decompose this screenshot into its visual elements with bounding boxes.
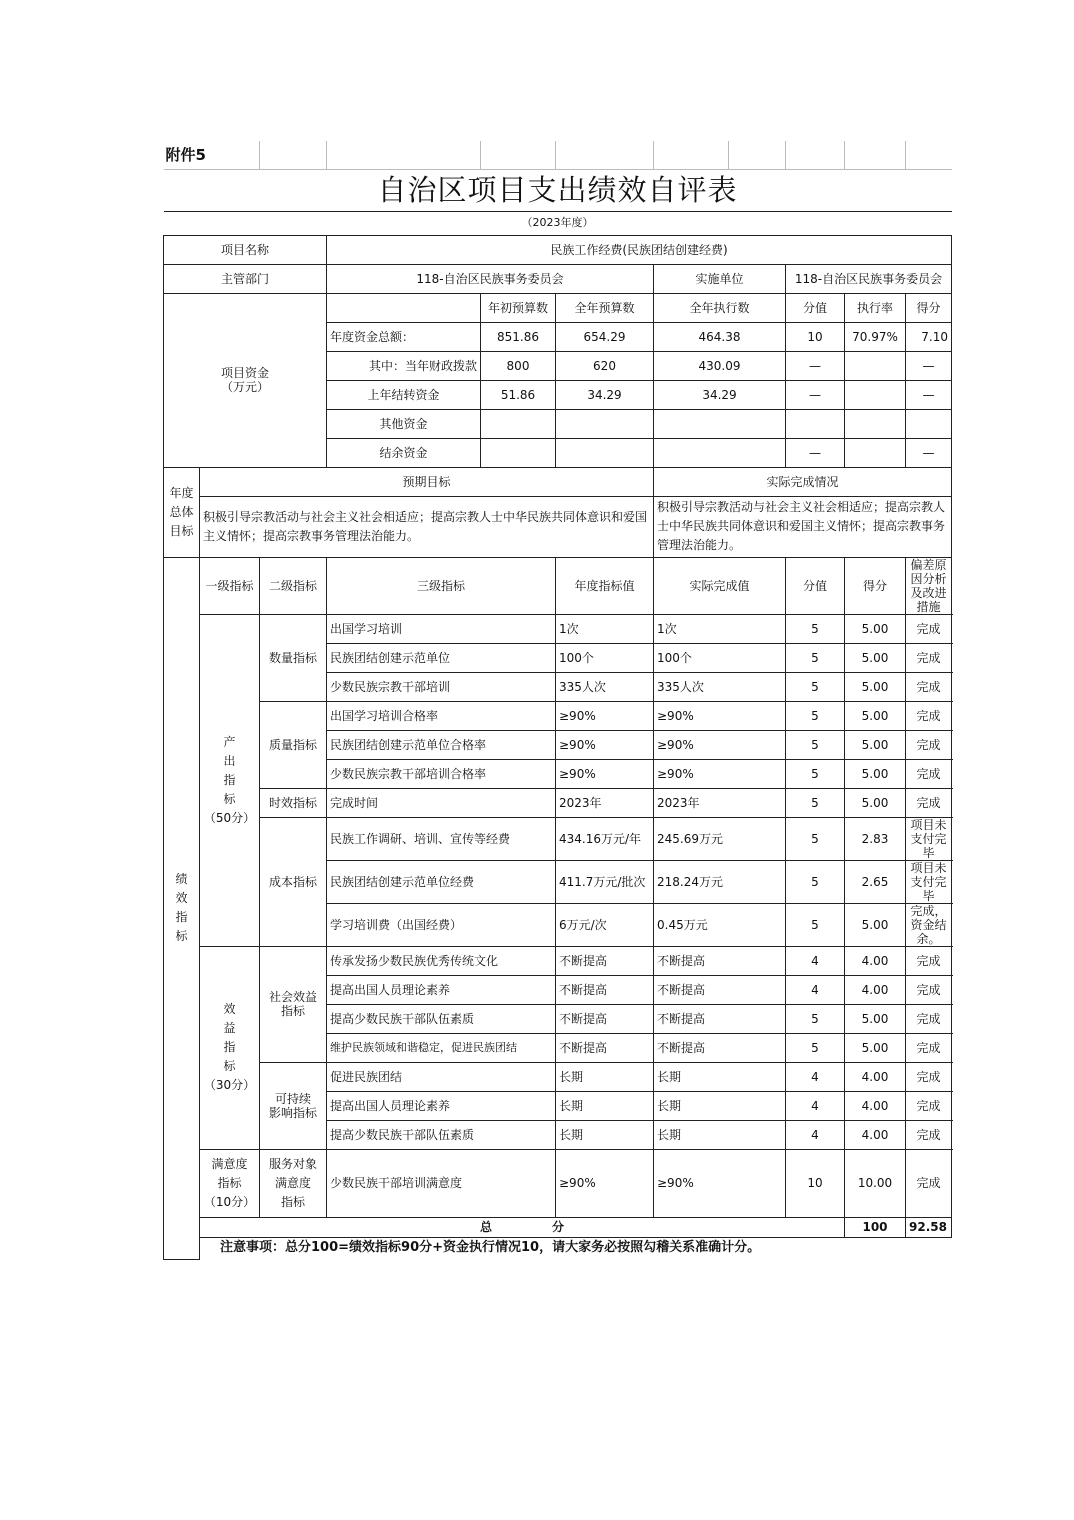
evaluation-table [163, 141, 952, 1260]
total-row [164, 1217, 952, 1237]
level2-timeliness: 时效指标 [260, 788, 327, 817]
ind-header-level1: 一级指标 [200, 557, 260, 614]
level2-social: 社会效益 指标 [260, 946, 327, 1062]
level2-service: 服务对象 满意度 指标 [260, 1149, 327, 1217]
funds-row: 其中：当年财政拨款 800 620 430.09 — — [164, 351, 952, 380]
funds-header-initial: 年初预算数 [481, 293, 556, 322]
total-value: 100 [845, 1217, 906, 1237]
impl-label: 实施单位 [654, 264, 786, 293]
ind-header-target: 年度指标值 [556, 557, 654, 614]
dept-value: 118-自治区民族事务委员会 [327, 264, 654, 293]
indicator-row: 提高出国人员理论素养 长期 长期 4 4.00 完成 [164, 1091, 952, 1120]
goals-expected-text: 积极引导宗教活动与社会主义社会相适应；提高宗教人士中华民族共同体意识和爱国主义情怀；提高宗教事务管理法治能力。 [200, 496, 654, 557]
level2-quantity: 数量指标 [260, 614, 327, 701]
indicator-row: 民族团结创建示范单位合格率 ≥90% ≥90% 5 5.00 完成 [164, 730, 952, 759]
level1-output: 产 出 指 标 （50分） [200, 614, 260, 946]
funds-header-score-value: 分值 [786, 293, 845, 322]
indicator-row: 民族团结创建示范单位经费 411.7万元/批次 218.24万元 5 2.65 项目未支付完毕 [164, 860, 952, 903]
project-name-value: 民族工作经费(民族团结创建经费) [327, 235, 952, 264]
indicator-row: 产 出 指 标 （50分） 数量指标 出国学习培训 1次 1次 5 5.00 完成 [164, 614, 952, 643]
impl-value: 118-自治区民族事务委员会 [786, 264, 952, 293]
ind-header-deviation: 偏差原因分析 及改进措施 [906, 557, 952, 614]
form-title: 自治区项目支出绩效自评表 [377, 173, 738, 207]
total-score: 92.58 [906, 1217, 952, 1237]
indicator-row: 满意度 指标 （10分） 服务对象 满意度 指标 少数民族干部培训满意度 ≥90% ≥90% 10 10.00 完成 [164, 1149, 952, 1217]
funds-row: 上年结转资金 51.86 34.29 34.29 — — [164, 380, 952, 409]
attachment-label: 附件5 [164, 141, 260, 169]
funds-row: 年度资金总额： 851.86 654.29 464.38 10 70.97% 7.10 [164, 322, 952, 351]
indicator-row: 效 益 指 标 （30分） 社会效益 指标 传承发扬少数民族优秀传统文化 不断提高 不断提高 4 4.00 完成 [164, 946, 952, 975]
indicator-row: 维护民族领域和谐稳定，促进民族团结 不断提高 不断提高 5 5.00 完成 [164, 1033, 952, 1062]
goals-label: 年度 总体 目标 [164, 467, 200, 557]
indicator-row: 提高少数民族干部队伍素质 长期 长期 4 4.00 完成 [164, 1120, 952, 1149]
indicator-row: 学习培训费（出国经费） 6万元/次 0.45万元 5 5.00 完成，资金结余。 [164, 903, 952, 946]
indicator-row: 少数民族宗教干部培训 335人次 335人次 5 5.00 完成 [164, 672, 952, 701]
funds-label: 项目资金 （万元） [164, 293, 327, 467]
funds-row: 结余资金 — — [164, 438, 952, 467]
indicator-row: 可持续 影响指标 促进民族团结 长期 长期 4 4.00 完成 [164, 1062, 952, 1091]
level2-quality: 质量指标 [260, 701, 327, 788]
indicator-row: 时效指标 完成时间 2023年 2023年 5 5.00 完成 [164, 788, 952, 817]
funds-row: 其他资金 [164, 409, 952, 438]
goals-actual-header: 实际完成情况 [654, 467, 952, 496]
footnote: 注意事项：总分100=绩效指标90分+资金执行情况10，请大家务必按照勾稽关系准确计分。 [220, 1240, 761, 1256]
indicator-row: 质量指标 出国学习培训合格率 ≥90% ≥90% 5 5.00 完成 [164, 701, 952, 730]
ind-header-score: 得分 [845, 557, 906, 614]
dept-label: 主管部门 [164, 264, 327, 293]
funds-header-executed: 全年执行数 [654, 293, 786, 322]
ind-header-level3: 三级指标 [327, 557, 556, 614]
ind-header-value: 分值 [786, 557, 845, 614]
goals-actual-text: 积极引导宗教活动与社会主义社会相适应；提高宗教人士中华民族共同体意识和爱国主义情怀；提高宗教事务管理法治能力。 [654, 496, 952, 557]
funds-header-rate: 执行率 [845, 293, 906, 322]
level1-satisfaction: 满意度 指标 （10分） [200, 1149, 260, 1217]
ind-header-level2: 二级指标 [260, 557, 327, 614]
form-year: （2023年度） [164, 211, 952, 235]
total-label: 总 分 [200, 1217, 845, 1237]
level2-cost: 成本指标 [260, 817, 327, 946]
goals-expected-header: 预期目标 [200, 467, 654, 496]
level2-sustainable: 可持续 影响指标 [260, 1062, 327, 1149]
indicator-row: 成本指标 民族工作调研、培训、宣传等经费 434.16万元/年 245.69万元 5 2.83 项目未支付完毕 [164, 817, 952, 860]
indicators-label: 绩 效 指 标 [164, 557, 200, 1259]
evaluation-form [163, 141, 951, 1260]
funds-header-annual: 全年预算数 [556, 293, 654, 322]
ind-header-actual: 实际完成值 [654, 557, 786, 614]
project-name-label: 项目名称 [164, 235, 327, 264]
indicator-row: 民族团结创建示范单位 100个 100个 5 5.00 完成 [164, 643, 952, 672]
indicator-row: 少数民族宗教干部培训合格率 ≥90% ≥90% 5 5.00 完成 [164, 759, 952, 788]
level1-benefit: 效 益 指 标 （30分） [200, 946, 260, 1149]
indicator-row: 提高少数民族干部队伍素质 不断提高 不断提高 5 5.00 完成 [164, 1004, 952, 1033]
funds-header-score: 得分 [906, 293, 952, 322]
indicator-row: 提高出国人员理论素养 不断提高 不断提高 4 4.00 完成 [164, 975, 952, 1004]
